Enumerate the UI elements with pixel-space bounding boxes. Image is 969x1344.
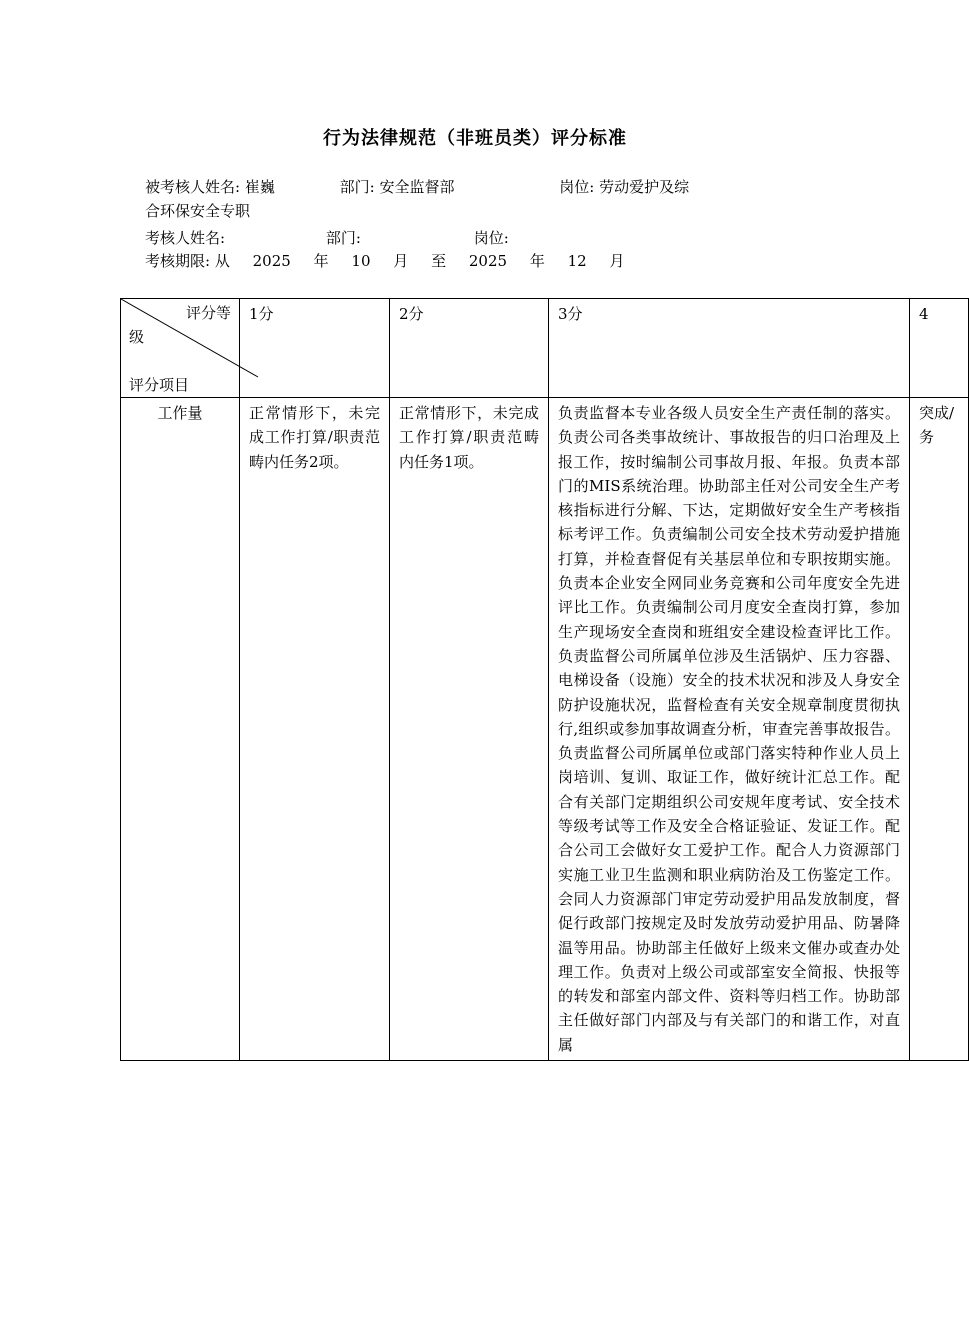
position-value-cont: 合环保安全专职 bbox=[145, 202, 251, 220]
month-char-2: 月 bbox=[609, 252, 625, 270]
department-label: 部门: bbox=[339, 178, 375, 196]
score-3-header: 3分 bbox=[549, 299, 910, 398]
page-title: 行为法律规范（非班员类）评分标准 bbox=[323, 128, 627, 149]
assessor-line bbox=[145, 227, 509, 249]
position-continued-line bbox=[145, 200, 250, 222]
table-header-row bbox=[121, 299, 969, 398]
assessor-label: 考核人姓名: bbox=[145, 229, 226, 247]
position-label: 岗位: bbox=[559, 178, 595, 196]
end-year: 2025 bbox=[468, 252, 508, 270]
start-year: 2025 bbox=[252, 252, 291, 270]
score-1-header: 1分 bbox=[240, 299, 390, 398]
score-1-cell: 正常情形下，未完成工作打算/职责范畴内任务2项。 bbox=[240, 398, 390, 1061]
assessor-dept-label: 部门: bbox=[325, 229, 361, 247]
grade-label-cont: 级 bbox=[129, 328, 145, 346]
period-line bbox=[145, 250, 625, 272]
assessee-name: 崔巍 bbox=[244, 178, 275, 196]
grade-label: 评分等 bbox=[185, 304, 231, 322]
period-label: 考核期限: bbox=[145, 252, 211, 270]
month-char-1: 月 bbox=[393, 252, 409, 270]
score-2-header: 2分 bbox=[390, 299, 549, 398]
score-2-cell: 正常情形下，未完成工作打算/职责范畴内任务1项。 bbox=[390, 398, 549, 1061]
to-char: 至 bbox=[431, 252, 447, 270]
start-month: 10 bbox=[351, 252, 371, 270]
score-3-cell: 负责监督本专业各级人员安全生产责任制的落实。负责公司各类事故统计、事故报告的归口治理及上报工作，按时编制公司事故月报、年报。负责本部门的MIS系统治理。协助部主任对公司安全生产考核指标进行分解、下达，定期做好安全生产考核指标考评工作。负责编制公司安全技术劳动爱护措施打算，并检查督促有关基层单位和专职按期实施。负责本企业安全网同业务竞赛和公司年度安全先进评比工作。负责编制公司月度安全查岗打算，参加生产现场安全查岗和班组安全建设检查评比工作。负责监督公司所属单位涉及生活锅炉、压力容器、电梯设备（设施）安全的技术状况和涉及人身安全防护设施状况，监督检查有关安全规章制度贯彻执行,组织或参加事故调查分析，审查完善事故报告。负责监督公司所属单位或部门落实特种作业人员上岗培训、复训、取证工作，做好统计汇总工作。配合有关部门定期组织公司安规年度考试、安全技术等级考试等工作及安全合格证验证、发证工作。配合公司工会做好女工爱护工作。配合人力资源部门实施工业卫生监测和职业病防治及工伤鉴定工作。会同人力资源部门审定劳动爱护用品发放制度，督促行政部门按规定及时发放劳动爱护用品、防暑降温等用品。协助部主任做好上级来文催办或查办处理工作。负责对上级公司或部室安全简报、快报等的转发和部室内部文件、资料等归档工作。协助部主任做好部门内部及与有关部门的和谐工作，对直属 bbox=[549, 398, 910, 1061]
table-row bbox=[121, 398, 969, 1061]
assessor-position-label: 岗位: bbox=[473, 229, 509, 247]
assessee-line bbox=[145, 176, 689, 198]
item-name-cell: 工作量 bbox=[121, 398, 240, 1061]
department-value: 安全监督部 bbox=[379, 178, 455, 196]
end-month: 12 bbox=[567, 252, 587, 270]
year-char-2: 年 bbox=[529, 252, 545, 270]
scoring-table bbox=[120, 298, 969, 1061]
item-label: 评分项目 bbox=[129, 376, 190, 394]
diagonal-header-cell bbox=[121, 299, 240, 398]
score-4-header: 4 bbox=[910, 299, 969, 398]
position-value: 劳动爱护及综 bbox=[599, 178, 690, 196]
assessee-label: 被考核人姓名: bbox=[145, 178, 241, 196]
period-from: 从 bbox=[214, 252, 230, 270]
scoring-table-container bbox=[120, 298, 955, 1198]
year-char-1: 年 bbox=[313, 252, 329, 270]
score-4-cell: 突成/务 bbox=[910, 398, 969, 1061]
